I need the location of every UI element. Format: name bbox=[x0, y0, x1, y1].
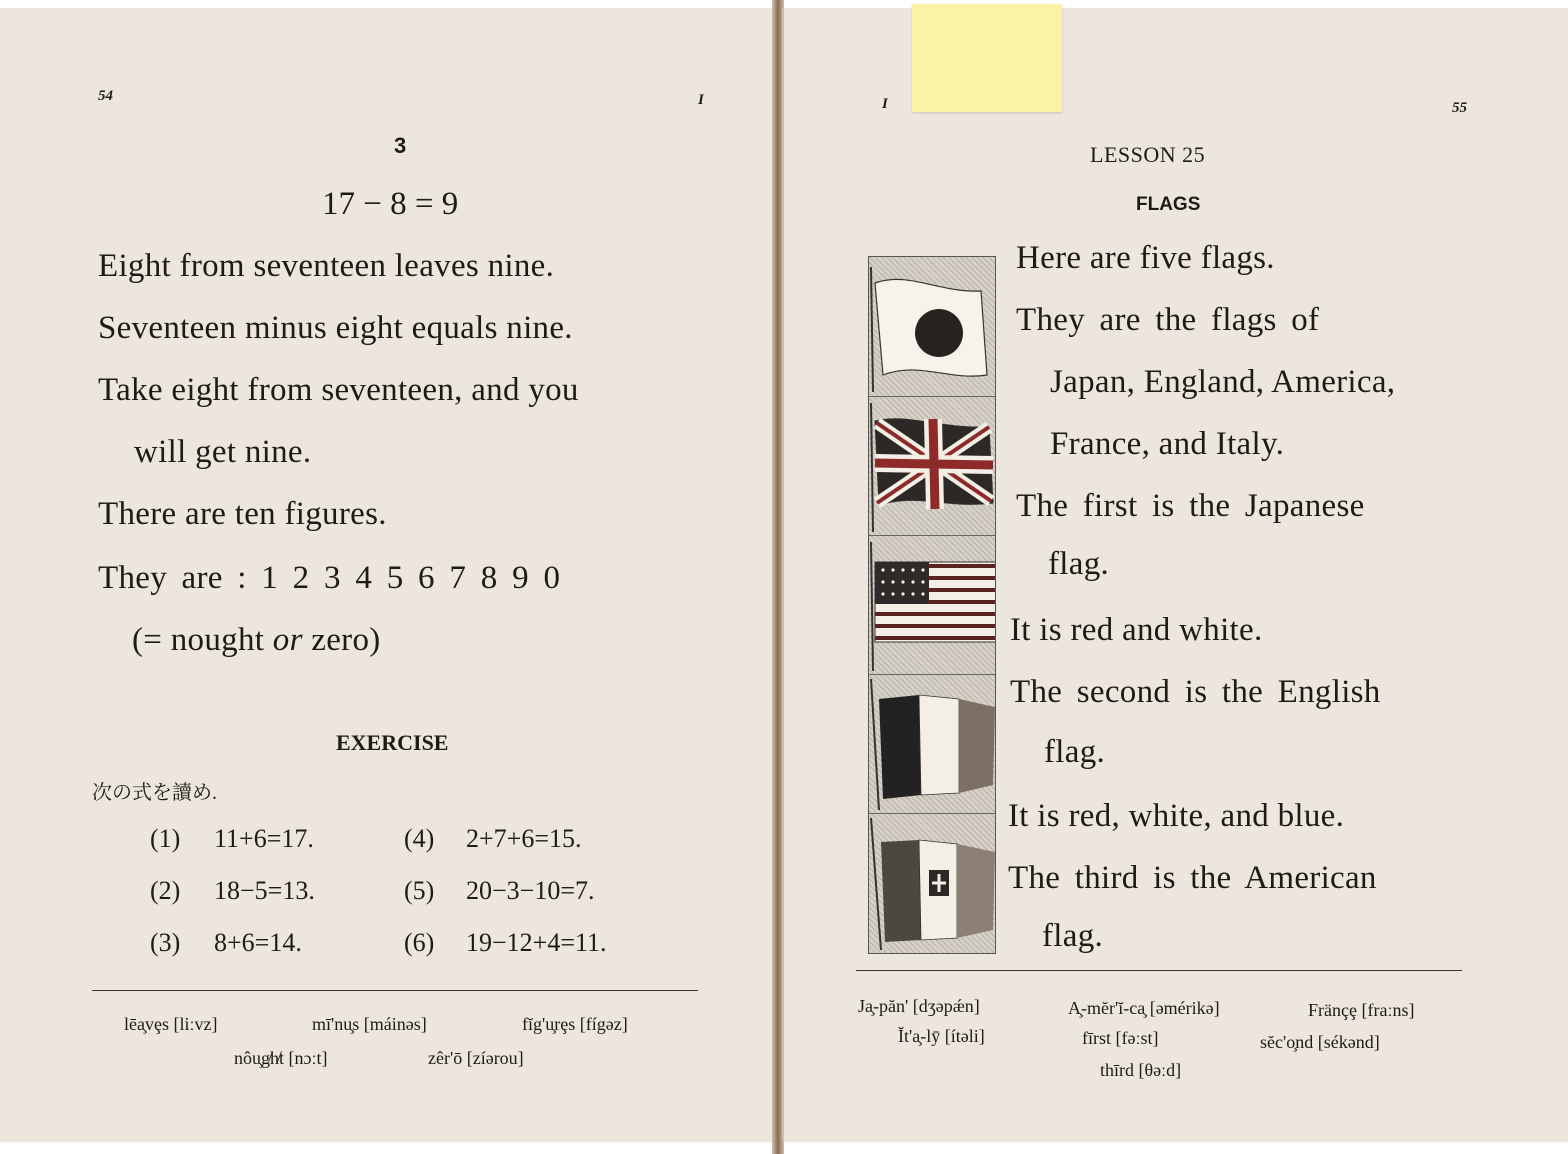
page-number: 54 bbox=[98, 88, 113, 104]
body-line: The first is the Japanese bbox=[1016, 488, 1365, 524]
note-emphasis: or bbox=[272, 622, 303, 658]
body-line: France, and Italy. bbox=[1050, 426, 1285, 462]
page-number: 55 bbox=[1452, 100, 1467, 116]
body-line: They are the flags of bbox=[1016, 302, 1320, 338]
exercise-label: (1) bbox=[150, 824, 181, 853]
figures-line: They are : 1 2 3 4 5 6 7 8 9 0 bbox=[98, 560, 561, 596]
lesson-subtitle: FLAGS bbox=[1136, 194, 1201, 215]
note-open: (= nought bbox=[132, 622, 273, 658]
exercise-label: (5) bbox=[404, 876, 435, 905]
body-line: There are ten figures. bbox=[98, 496, 387, 532]
vocab-entry: mī'nu̧s [máinəs] bbox=[312, 1014, 427, 1034]
body-line: Here are five flags. bbox=[1016, 240, 1275, 276]
vocab-entry: fĭg'u̧rȩs [fígəz] bbox=[522, 1014, 628, 1034]
exercise-label: (3) bbox=[150, 928, 181, 957]
footnote-rule bbox=[856, 970, 1462, 971]
exercise-item: 18−5=13. bbox=[214, 876, 315, 905]
body-line: The third is the American bbox=[1008, 860, 1377, 896]
exercise-label: (2) bbox=[150, 876, 181, 905]
figures-note bbox=[132, 622, 381, 659]
exercise-label: (6) bbox=[404, 928, 435, 957]
vocab-entry: sĕc'o̧nd [sékənd] bbox=[1260, 1032, 1380, 1052]
vocab-entry: Fränçȩ [fraːns] bbox=[1308, 1000, 1415, 1020]
vocab-entry: nôu̧g̸h̸t [nɔːt] bbox=[234, 1048, 328, 1068]
flag-japan bbox=[869, 257, 995, 396]
body-line: Take eight from seventeen, and you bbox=[98, 372, 579, 408]
exercise-item: 11+6=17. bbox=[214, 824, 314, 853]
body-line: Seventeen minus eight equals nine. bbox=[98, 310, 573, 346]
note-close: zero) bbox=[302, 622, 381, 658]
section-number: 3 bbox=[394, 133, 407, 158]
vocab-entry: A̧-mĕr'ĭ-ca̧ [əmérikə] bbox=[1068, 998, 1220, 1018]
body-line: Japan, England, America, bbox=[1050, 364, 1396, 400]
exercise-heading: EXERCISE bbox=[336, 730, 449, 755]
body-line: Eight from seventeen leaves nine. bbox=[98, 248, 555, 284]
flags-illustration bbox=[868, 256, 996, 954]
exercise-item: 2+7+6=15. bbox=[466, 824, 582, 853]
flag-italy bbox=[869, 813, 995, 954]
footnote-rule bbox=[92, 990, 698, 991]
left-page bbox=[0, 8, 774, 1142]
exercise-instruction: 次の式を讀め. bbox=[92, 782, 217, 804]
body-line: The second is the English bbox=[1010, 674, 1381, 710]
corner-mark: I bbox=[882, 96, 888, 112]
vocab-entry: Ĭt'a̧-lȳ [ítəli] bbox=[898, 1026, 985, 1046]
exercise-item: 20−3−10=7. bbox=[466, 876, 595, 905]
flag-america bbox=[869, 535, 995, 675]
vocab-entry: zêr'ō [zíərou] bbox=[428, 1048, 524, 1068]
exercise-item: 8+6=14. bbox=[214, 928, 302, 957]
equation-heading: 17 − 8 = 9 bbox=[322, 186, 459, 222]
flag-france bbox=[869, 674, 995, 814]
exercise-label: (4) bbox=[404, 824, 435, 853]
body-line: flag. bbox=[1042, 918, 1104, 954]
vocab-entry: lēa̧vȩs [liːvz] bbox=[124, 1014, 218, 1034]
exercise-item: 19−12+4=11. bbox=[466, 928, 607, 957]
lesson-title: LESSON 25 bbox=[1090, 142, 1206, 167]
sticky-note bbox=[912, 4, 1062, 112]
vocab-entry: thīrd [θəːd] bbox=[1100, 1060, 1182, 1080]
corner-mark: I bbox=[698, 92, 704, 108]
body-line: It is red and white. bbox=[1010, 612, 1263, 648]
vocab-entry: Ja̧-păn' [dʒəpǽn] bbox=[858, 996, 980, 1016]
vocab-entry: fīrst [fəːst] bbox=[1082, 1028, 1159, 1048]
body-line: flag. bbox=[1044, 734, 1106, 770]
body-line: It is red, white, and blue. bbox=[1008, 798, 1345, 834]
body-line: will get nine. bbox=[134, 434, 312, 470]
body-line: flag. bbox=[1048, 546, 1110, 582]
flag-england bbox=[869, 396, 995, 536]
